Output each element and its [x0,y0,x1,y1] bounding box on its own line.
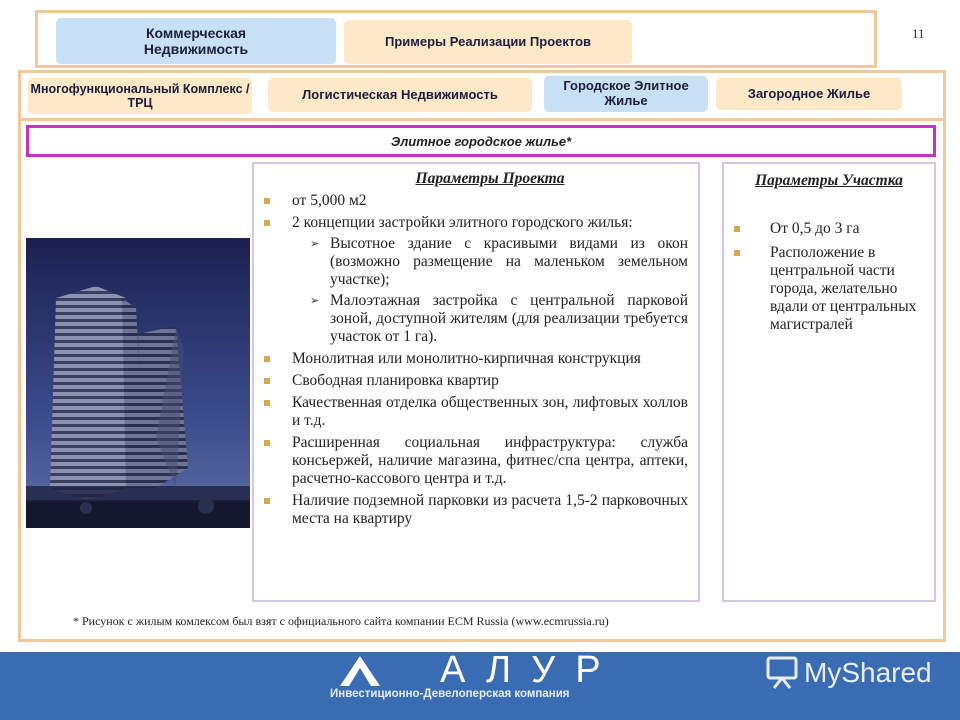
arrow-icon: ➢ [310,295,320,307]
bullet-icon [264,400,270,406]
tab-multifunctional-complex[interactable]: Многофункциональный Комплекс / ТРЦ [28,78,252,114]
bullet-icon [264,440,270,446]
list-item: Расположение в центральной части города, желательно вдали от центральных магистралей [770,244,924,334]
bullet-icon [264,498,270,504]
sub-list-item: ➢ Малоэтажная застройка с центральной парковой зоной, доступной жителям (для реализации требуется участок от 1 га). [310,292,688,345]
sub-list-item: ➢ Высотное здание с красивыми видами из окон (возможно размещение на маленьком земельном участке); [310,235,688,288]
list-item: от 5,000 м2 [292,192,688,210]
list-item: Расширенная социальная инфраструктура: служба консьержей, наличие магазина, фитнес/спа центра, аптеки, расчетно-кассового центра и т.д. [292,434,688,488]
list-item: Монолитная или монолитно-кирпичная конструкция [292,350,688,368]
divider [18,118,946,121]
bullet-icon [264,220,270,226]
site-params-heading: Параметры Участка [755,172,903,189]
tab-country-housing[interactable]: Загородное Жилье [716,78,902,110]
slide-number: 11 [912,26,925,41]
brand-name: АЛУР [440,649,621,691]
myshared-watermark [766,656,932,690]
tab-urban-elite-housing[interactable]: Городское Элитное Жилье [544,76,708,112]
tab-project-examples[interactable]: Примеры Реализации Проектов [344,20,632,64]
tab-logistics-real-estate[interactable]: Логистическая Недвижимость [268,78,532,112]
list-item: Наличие подземной парковки из расчета 1,5-2 парковочных места на квартиру [292,492,688,528]
list-item: От 0,5 до 3 га [770,220,924,238]
presentation-icon [766,656,798,690]
bullet-icon [264,198,270,204]
project-params-panel [252,162,700,602]
project-params-heading: Параметры Проекта [415,170,565,187]
list-item: 2 концепции застройки элитного городского жилья: [292,214,688,232]
footnote: * Рисунок с жилым комлексом был взят с официального сайта компании ECM Russia (www.ecmrussia.ru) [73,614,609,628]
list-item: Качественная отделка общественных зон, лифтовых холлов и т.д. [292,394,688,430]
brand-tagline: Инвестиционно-Девелоперская компания [330,688,570,700]
bullet-icon [734,250,740,256]
alur-logo-icon [340,656,380,691]
building-image [26,238,250,528]
bullet-icon [734,226,740,232]
bullet-icon [264,378,270,384]
bullet-icon [264,356,270,362]
watermark-text: MyShared [804,657,932,688]
site-params-panel [722,162,936,602]
tab-commercial-real-estate[interactable]: Коммерческая Недвижимость [56,18,336,64]
arrow-icon: ➢ [310,238,320,250]
section-title: Элитное городское жилье* [26,125,936,157]
list-item: Свободная планировка квартир [292,372,688,390]
